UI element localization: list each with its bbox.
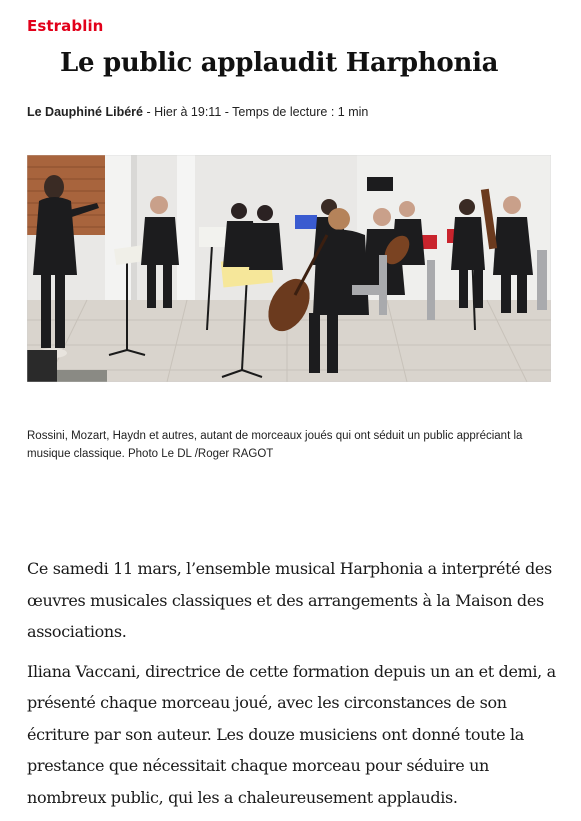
orchestra-photo-illustration: [27, 155, 551, 382]
article-title: Le public applaudit Harphonia: [60, 48, 499, 78]
byline-source: Le Dauphiné Libéré: [27, 105, 143, 119]
byline: [27, 105, 368, 119]
category-label[interactable]: Estrablin: [27, 17, 104, 35]
article-body: [27, 553, 557, 821]
photo-caption: Rossini, Mozart, Haydn et autres, autant de morceaux joués qui ont séduit un public appréciant la musique classique. Photo Le DL /Roger RAGOT: [27, 430, 523, 460]
body-paragraph: Iliana Vaccani, directrice de cette formation depuis un an et demi, a présenté chaque morceau joué, avec les circonstances de son écriture par son auteur. Les douze musiciens ont donné toute la prestance que nécessitait chaque morceau pour séduire un nombreux public, qui les a chaleureusement applaudis.: [27, 661, 556, 807]
body-paragraph: Ce samedi 11 mars, l’ensemble musical Harphonia a interprété des œuvres musicales classiques et des arrangements à la Maison des associations.: [27, 559, 552, 641]
article-photo[interactable]: [27, 155, 551, 382]
byline-meta: - Hier à 19:11 - Temps de lecture : 1 min: [143, 105, 369, 119]
